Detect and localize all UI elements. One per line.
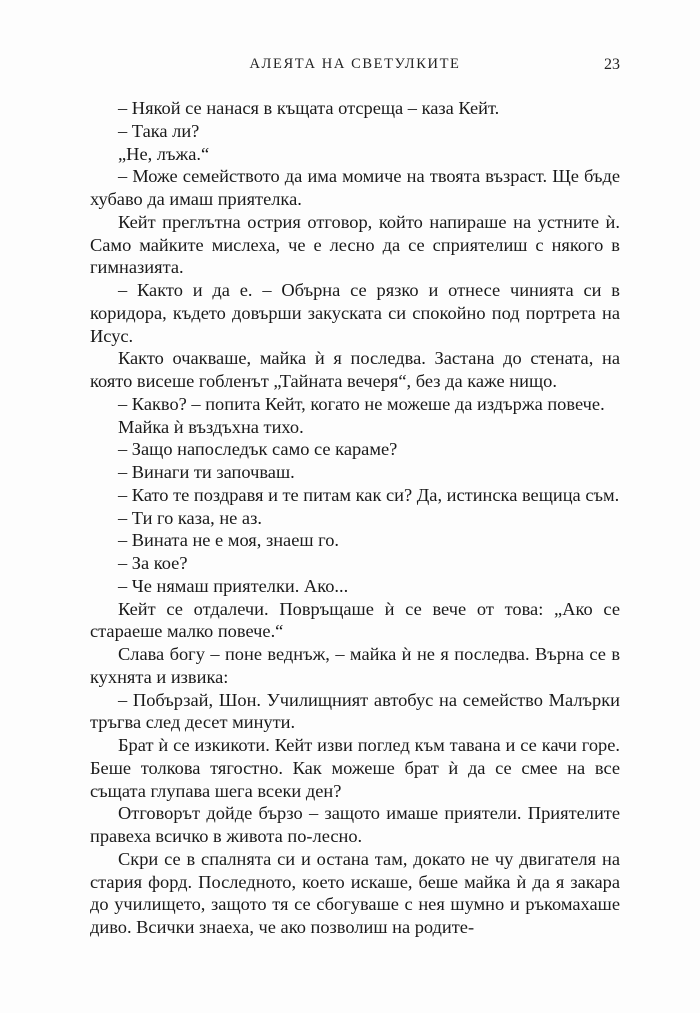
paragraph: – Като те поздравя и те питам как си? Да, истинска вещица съм. [118,484,620,505]
paragraph: Скри се в спалнята си и остана там, докато не чу двигателя на стария форд. Последното, което искаше, беше майка ѝ да я закара до училището, защото тя се сбогуваше с нея шумно и ръкомахаше диво. Всички знаеха, че ако позволиш на родите- [90,848,620,937]
paragraph: Отговорът дойде бързо – защото имаше приятели. Приятелите правеха всичко в живота по-лесно. [90,803,620,846]
running-title: АЛЕЯТА НА СВЕТУЛКИТЕ [249,56,461,72]
page-header [90,56,620,80]
body-text [90,97,620,939]
paragraph: – Какво? – попита Кейт, когато не можеше да издържа повече. [118,393,605,414]
paragraph: – Че нямаш приятелки. Ако... [118,575,349,596]
paragraph: – Може семейството да има момиче на твоята възраст. Ще бъде хубаво да имаш приятелка. [90,166,620,209]
paragraph: Кейт се отдалечи. Повръщаше ѝ се вече от това: „Ако се стараеше малко повече.“ [90,598,620,642]
paragraph: Както очакваше, майка ѝ я последва. Застана до стената, на която висеше гобленът „Тайната вечеря“, без да каже нищо. [90,348,620,391]
paragraph: – Някой се нанася в къщата отсреща – каза Кейт. [118,98,500,118]
paragraph: – Вината не е моя, знаеш го. [118,530,340,551]
paragraph: – Винаги ти започваш. [118,462,295,482]
paragraph: Кейт преглътна острия отговор, който напираше на устните ѝ. Само майките мислеха, че е лесно да се сприятелиш с някого в гимназията. [90,211,620,278]
paragraph: – Защо напоследък само се караме? [118,439,398,460]
paragraph: – Ти го каза, не аз. [118,507,262,528]
page-number: 23 [604,56,620,73]
paragraph: „Не, лъжа.“ [118,143,210,164]
paragraph: Слава богу – поне веднъж, – майка ѝ не я последва. Върна се в кухнята и извика: [90,644,620,687]
paragraph: – Побързай, Шон. Училищният автобус на семейство Малърки тръгва след десет минути. [90,689,620,733]
paragraph: Брат ѝ се изкикоти. Кейт изви поглед към тавана и се качи горе. Беше толкова тягостно. Как можеше брат ѝ да се смее на все същата глупава шега всеки ден? [90,735,620,801]
paragraph: Майка ѝ въздъхна тихо. [118,416,304,437]
paragraph: – Както и да е. – Обърна се рязко и отнесе чинията си в коридора, където довърши закуската си спокойно под портрета на Исус. [90,280,620,346]
paragraph: – За кое? [118,553,188,573]
paragraph: – Така ли? [118,120,200,141]
